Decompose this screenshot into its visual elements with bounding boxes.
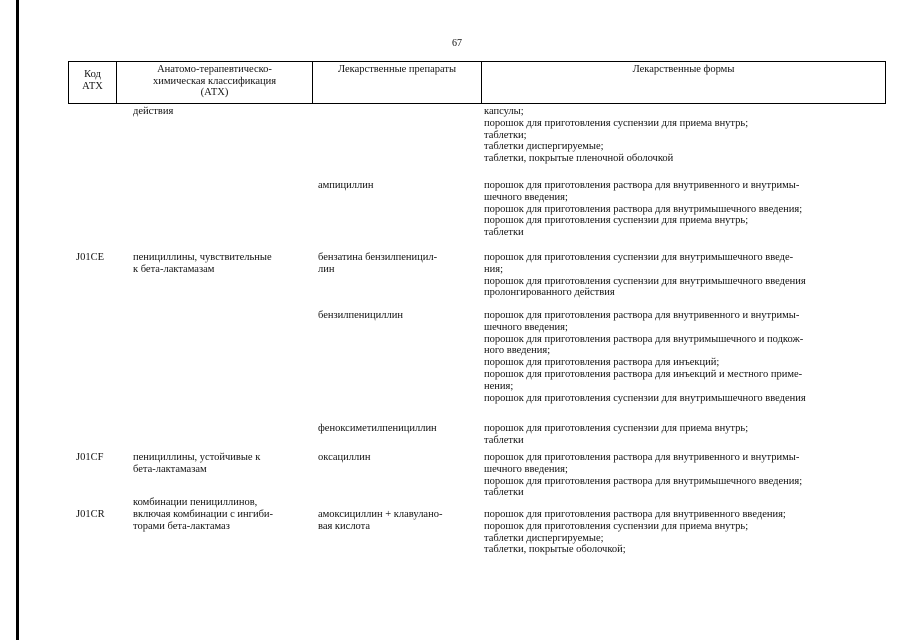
form-line: капсулы; [484,106,524,117]
form-line: таблетки [484,487,524,499]
forms-oxacillin [484,452,802,499]
form-line: порошок для приготовления раствора для внутримышечного введения; [484,475,803,487]
header-drugs: Лекарственные препараты [313,62,482,104]
page-number: 67 [452,38,462,49]
form-line: порошок для приготовления раствора для внутривенного и внутримы- [484,180,800,191]
form-line: порошок для приготовления суспензии для внутримышечного введения [484,392,806,404]
form-line: ного введения; [484,345,551,357]
atx-code-j01cf: J01CF [76,452,104,463]
forms-ampicillin [484,180,802,239]
form-line: шечного введения; [484,321,568,333]
form-line: порошок для приготовления суспензии для приема внутрь; [484,215,749,227]
drug-phenoxymethylpenicillin: феноксиметилпенициллин [318,423,437,434]
form-line: порошок для приготовления суспензии для внутримышечного введе- [484,252,794,263]
header-atx-classification: Анатомо-терапевтическо- химическая классификация (АТХ) [117,62,313,104]
drug-benzathine-benzylpenicillin: бензатина бензилпеницил- лин [318,252,438,275]
form-line: таблетки; [484,129,527,141]
form-line: нения; [484,380,514,392]
form-line: порошок для приготовления суспензии для внутримышечного введения [484,275,806,287]
drug-ampicillin: ампициллин [318,180,374,191]
form-line: пролонгированного действия [484,287,615,299]
atx-name-j01ce: пенициллины, чувствительные к бета-лактамазам [133,252,272,275]
form-line: порошок для приготовления раствора для инъекций и местного приме- [484,368,803,380]
header-dosage-forms: Лекарственные формы [482,62,886,104]
forms-amoxicillin-clavulanic-acid [484,509,786,556]
form-line: порошок для приготовления раствора для инъекций; [484,357,720,369]
drug-benzylpenicillin: бензилпенициллин [318,310,403,321]
form-line: таблетки [484,227,524,239]
form-line: порошок для приготовления раствора для внутримышечного и подкож- [484,333,804,345]
table-header [68,61,886,104]
form-line: порошок для приготовления раствора для внутривенного и внутримы- [484,452,800,463]
form-line: шечного введения; [484,191,568,203]
atx-code-j01ce: J01CE [76,252,105,263]
header-code-atx: Код АТХ [69,62,117,104]
forms-phenoxymethylpenicillin [484,423,748,447]
atx-name-j01cr: комбинации пенициллинов, включая комбинации с ингиби- торами бета-лактамаз [133,497,274,532]
forms-benzathine-benzylpenicillin [484,252,806,299]
drug-amoxicillin-clavulanic-acid: амоксициллин + клавулано- вая кислота [318,509,443,532]
atx-code-j01cr: J01CR [76,509,105,520]
form-line: порошок для приготовления суспензии для приема внутрь; [484,423,749,434]
form-line: порошок для приготовления суспензии для приема внутрь; [484,520,749,532]
forms-benzylpenicillin [484,310,806,404]
form-line: таблетки диспергируемые; [484,532,604,544]
form-line: ния; [484,263,503,275]
form-line: таблетки [484,434,524,446]
atx-fragment: действия [133,106,174,117]
form-line: порошок для приготовления раствора для внутривенного введения; [484,509,786,520]
atx-name-j01cf: пенициллины, устойчивые к бета-лактамазам [133,452,261,475]
form-line: порошок для приготовления раствора для внутримышечного введения; [484,203,803,215]
form-line: порошок для приготовления суспензии для приема внутрь; [484,117,749,129]
form-line: шечного введения; [484,463,568,475]
form-line: порошок для приготовления раствора для внутривенного и внутримы- [484,310,800,321]
form-line: таблетки, покрытые оболочкой; [484,544,626,556]
forms-continuation [484,106,748,165]
form-line: таблетки диспергируемые; [484,141,604,153]
form-line: таблетки, покрытые пленочной оболочкой [484,153,674,165]
page-binding-edge [16,0,19,640]
drug-oxacillin: оксациллин [318,452,371,463]
